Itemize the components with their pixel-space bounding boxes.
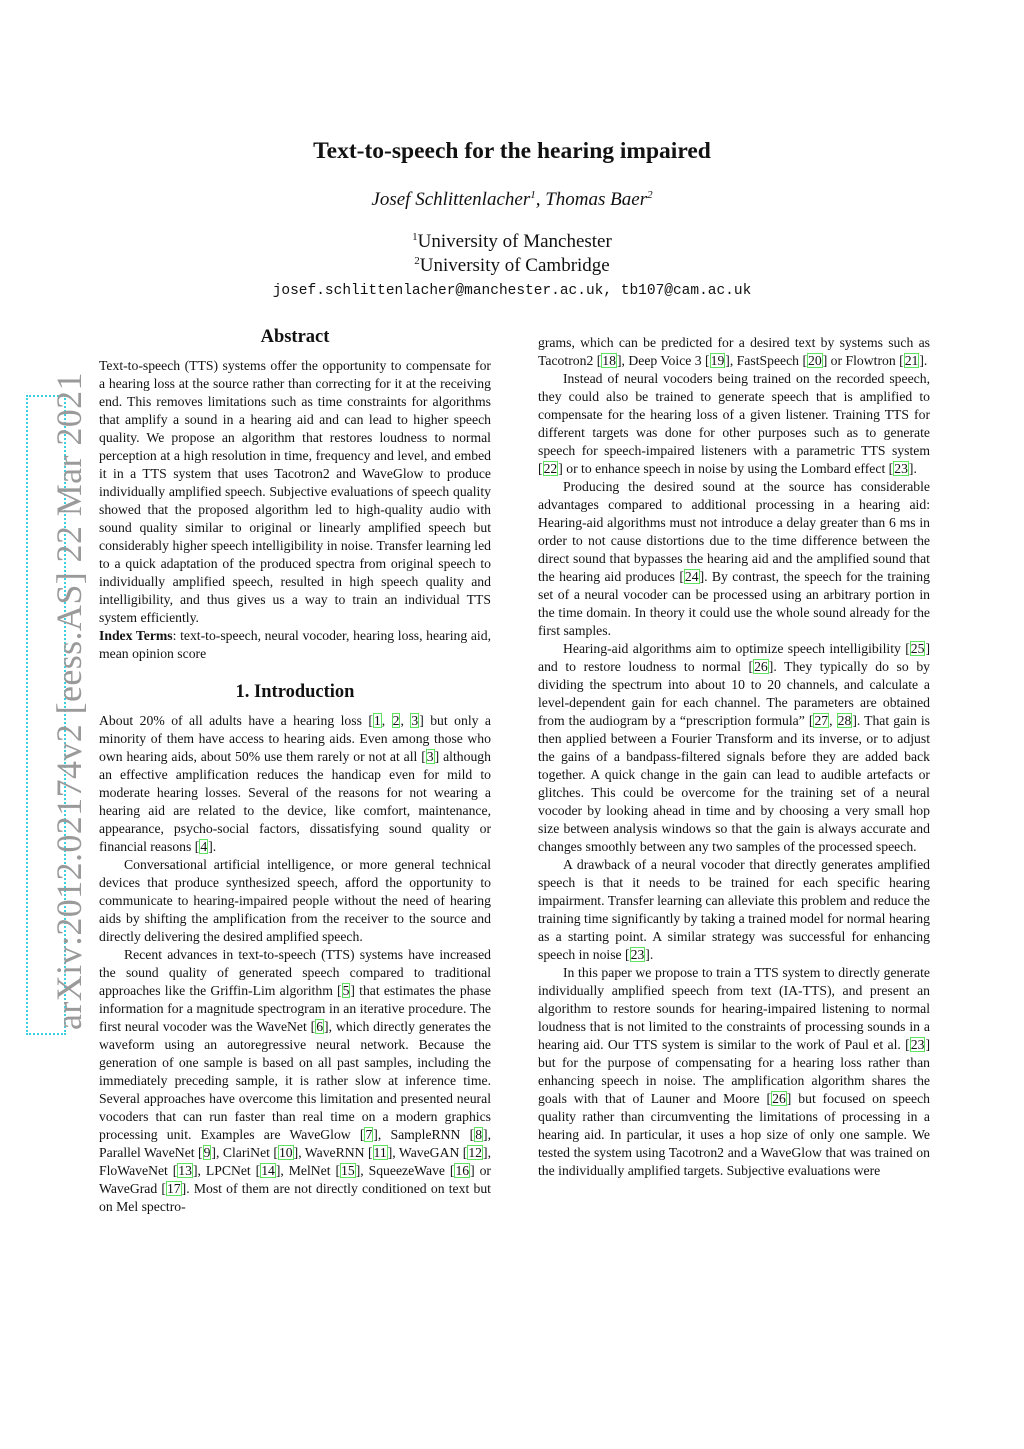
citation-link[interactable]: 23 <box>910 1037 925 1052</box>
citation-link[interactable]: 12 <box>468 1145 483 1160</box>
index-terms: Index Terms: text-to-speech, neural vocoder, hearing loss, hearing aid, mean opinion score <box>99 628 491 661</box>
citation-link[interactable]: 27 <box>814 713 829 728</box>
right-column <box>538 334 930 1180</box>
arxiv-stamp: arXiv:2012.02174v2 [eess.AS] 22 Mar 2021 <box>49 372 89 1030</box>
citation-link[interactable]: 8 <box>475 1127 483 1142</box>
affiliation-2: $^2$University of Cambridge <box>414 255 610 276</box>
right-paragraph-2: Instead of neural vocoders being trained on the recorded speech, they could also be trained to generate speech that is amplified to compensate for the hearing loss of a given listener. Training TTS for different targets was done for other purposes such as to generate speech for speech-impaired listeners with a parametric TTS system [22] or to enhance speech in noise by using the Lombard effect [23]. <box>538 371 930 476</box>
right-paragraph-6: In this paper we propose to train a TTS system to directly generate individually amplified speech from text (IA-TTS), and present an algorithm to restore sounds for hearing-impaired listening to normal loudness that is not limited to the constraints of processing sounds in a hearing aid. Our TTS system is similar to the work of Paul et al. [23] but for the purpose of compensating for a hearing loss rather than enhancing speech in noise. The amplification algorithm shares the goals with that of Launer and Moore [26] but focused on speech quality rather than circumventing the limitations of processing in a hearing aid. In particular, it uses a hop size of only one sample. We tested the system using Tacotron2 and a WaveGlow that was trained on the individually amplified targets. Subjective evaluations were <box>538 965 930 1178</box>
intro-paragraph-1: About 20% of all adults have a hearing loss [1, 2, 3] but only a minority of them have access to hearing aids. Even among those who own hearing aids, about 50% use them rarely or not at all [3] although an effective amplification reduces the handicap even for mild to moderate hearing losses. Several of the reasons for not wearing a hearing aid are related to the device, like comfort, maintenance, appearance, psycho-social factors, dissatisfying sound quality or financial reasons [4]. <box>99 713 492 854</box>
citation-link[interactable]: 3 <box>426 749 434 764</box>
paper-title: Text-to-speech for the hearing impaired <box>313 138 711 164</box>
citation-link[interactable]: 5 <box>342 983 350 998</box>
citation-link[interactable]: 13 <box>178 1163 192 1178</box>
citation-link[interactable]: 17 <box>166 1181 181 1196</box>
citation-link[interactable]: 20 <box>808 353 822 368</box>
citation-link[interactable]: 11 <box>373 1145 387 1160</box>
author-name: Josef Schlittenlacher <box>371 189 531 210</box>
introduction-heading: 1. Introduction <box>235 682 355 702</box>
affiliation-1: $^1$University of Manchester <box>412 231 612 252</box>
left-column <box>99 328 491 1216</box>
citation-link[interactable]: 25 <box>910 641 925 656</box>
abstract-text: Text-to-speech (TTS) systems offer the opportunity to compensate for a hearing loss at the source rather than correcting for it at the receiving end. This removes limitations such as time constraints for algorithms that amplify a sound in a hearing aid and can lead to higher speech quality. We propose an algorithm that restores loudness to normal perception at a high resolution in time, frequency and level, and embed it in a TTS system that uses Tacotron2 and WaveGlow to produce individually amplified speech. Subjective evaluations of speech quality showed that the proposed algorithm led to high-quality audio with sound quality similar to original or linearly amplified speech but considerably higher speech intelligibility in noise. Transfer learning led to a quick adaptation of the produced spectra from original speech to individually amplified speech, resulted in high speech quality and intelligibility, and thus gives us a way to train an individual TTS system efficiently. <box>99 358 491 625</box>
citation-link[interactable]: 3 <box>411 713 419 728</box>
citation-link[interactable]: 22 <box>543 461 558 476</box>
citation-link[interactable]: 2 <box>392 713 400 728</box>
citation-link[interactable]: 19 <box>710 353 725 368</box>
citation-link[interactable]: 9 <box>203 1145 211 1160</box>
citation-link[interactable]: 4 <box>200 839 208 854</box>
author-separator: , <box>535 189 546 210</box>
citation-link[interactable]: 26 <box>754 659 768 674</box>
intro-paragraph-2: Conversational artificial intelligence, or more general technical devices that produce synthesized speech, afford the opportunity to communicate to hearing-impaired people without the need of hearing aids by shifting the amplification from the receiver to the source and directly delivering the desired amplified speech. <box>99 857 491 944</box>
citation-link[interactable]: 10 <box>278 1145 293 1160</box>
citation-link[interactable]: 23 <box>894 461 908 476</box>
author-superscript: 2 <box>647 189 653 201</box>
citation-link[interactable]: 1 <box>373 713 381 728</box>
citation-link[interactable]: 7 <box>365 1127 373 1142</box>
citation-link[interactable]: 28 <box>837 713 852 728</box>
citation-link[interactable]: 21 <box>904 353 919 368</box>
citation-link[interactable]: 18 <box>602 353 616 368</box>
citation-link[interactable]: 15 <box>341 1163 355 1178</box>
intro-paragraph-3: Recent advances in text-to-speech (TTS) systems have increased the sound quality of generated speech compared to traditional approaches like the Griffin-Lim algorithm [5] that estimates the phase information for a magnitude spectrogram in an iterative procedure. The first neural vocoder was the WaveNet [6], which directly generates the waveform using an autoregressive neural network. Because the generation of one sample is based on all past samples, including the immediately preceding sample, it is rather slow at inference time. Several approaches have overcome this limitation and presented neural vocoders that can run faster than real time on a modern graphics processing unit. Examples are WaveGlow [7], SampleRNN [8], Parallel WaveNet [9], ClariNet [10], WaveRNN [11], WaveGAN [12], FloWaveNet [13], LPCNet [14], MelNet [15], SqueezeWave [16] or WaveGrad [17]. Most of them are not directly conditioned on text but on Mel spectro- <box>99 947 492 1214</box>
right-paragraph-4: Hearing-aid algorithms aim to optimize speech intelligibility [25] and to restore loudness to normal [26]. They typically do so by dividing the spectrum into about 10 to 20 channels, and calculate a level-dependent gain for each channel. The parameters are obtained from the audiogram by a “prescription formula” [27, 28]. That gain is then applied between a Fourier Transform and its inverse, or to adjust the gains of a bandpass-filtered signals before they are added back together. A quick change in the gain can lead to audible artefacts or glitches. This could be overcome for the training set of a neural vocoder by looking ahead in time and by choosing a very small hop size between analysis windows so that the gain is always accurate and changes smoothly between any two samples of the processed speech. <box>538 641 931 854</box>
citation-link[interactable]: 26 <box>772 1091 786 1106</box>
index-terms-label: Index Terms <box>99 628 173 643</box>
author-emails: josef.schlittenlacher@manchester.ac.uk, tb107@cam.ac.uk <box>272 283 752 299</box>
citation-link[interactable]: 6 <box>316 1019 324 1034</box>
right-paragraph-5: A drawback of a neural vocoder that directly generates amplified speech is that it needs to be trained for each specific hearing impairment. Transfer learning can alleviate this problem and reduce the training time significantly by taking a trained model for normal hearing as a starting point. A similar strategy was successful for enhancing speech in noise [23]. <box>538 857 930 962</box>
citation-link[interactable]: 16 <box>455 1163 470 1178</box>
author-name: Thomas Baer <box>545 189 648 210</box>
author-line <box>0 189 1024 211</box>
right-paragraph-3: Producing the desired sound at the source has considerable advantages compared to additional processing in a hearing aid: Hearing-aid algorithms must not introduce a delay greater than 6 ms in order to not cause distortions due to the time difference between the direct sound that bypasses the hearing aid and the amplified sound that the hearing aid produces [24]. By contrast, the speech for the training set of a neural vocoder can be processed using an arbitrary portion in the time domain. In theory it could use the whole sound already for the first samples. <box>538 479 930 638</box>
author-superscript: 1 <box>530 189 536 201</box>
citation-link[interactable]: 24 <box>684 569 699 584</box>
citation-link[interactable]: 14 <box>261 1163 275 1178</box>
abstract-heading: Abstract <box>260 327 330 347</box>
citation-link[interactable]: 23 <box>630 947 645 962</box>
right-paragraph-1: grams, which can be predicted for a desired text by systems such as Tacotron2 [18], Deep Voice 3 [19], FastSpeech [20] or Flowtron [21]. <box>538 335 930 368</box>
